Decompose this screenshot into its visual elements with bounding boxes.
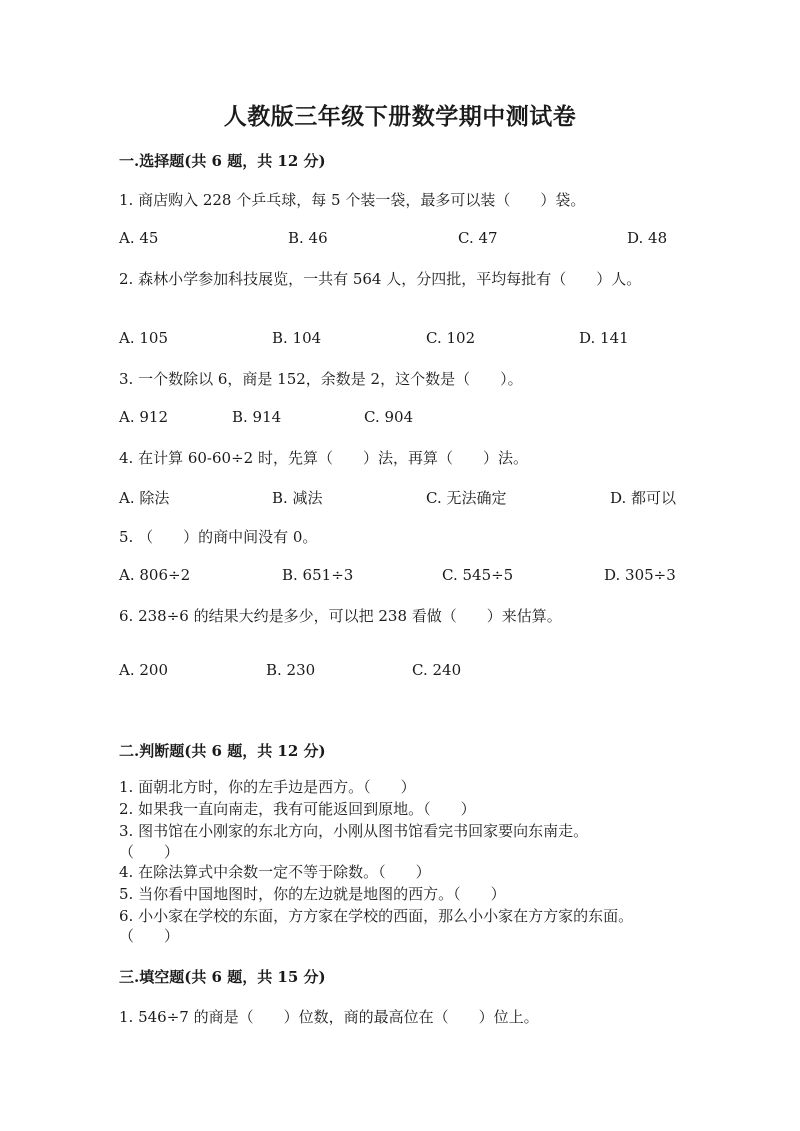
option-d: D. 都可以 — [610, 489, 677, 507]
page-title: 人教版三年级下册数学期中测试卷 — [223, 103, 577, 130]
tf-line: （ ） — [119, 927, 180, 945]
option-b: B. 减法 — [272, 489, 323, 507]
option-b: B. 914 — [232, 408, 282, 426]
tf-line: 5. 当你看中国地图时，你的左边就是地图的西方。（ ） — [119, 885, 506, 903]
tf-line: （ ） — [119, 843, 180, 861]
option-a: A. 45 — [119, 229, 159, 247]
section-heading-true-false: 二.判断题(共 6 题，共 12 分) — [119, 742, 326, 760]
option-a: A. 200 — [119, 661, 168, 679]
question-text: 1. 商店购入 228 个乒乓球，每 5 个装一袋，最多可以装（ ）袋。 — [119, 191, 586, 209]
option-b: B. 651÷3 — [282, 566, 354, 584]
option-c: C. 102 — [426, 329, 476, 347]
option-b: B. 230 — [266, 661, 316, 679]
question-text: 2. 森林小学参加科技展览，一共有 564 人，分四批，平均每批有（ ）人。 — [119, 270, 642, 288]
option-b: B. 104 — [272, 329, 322, 347]
option-c: C. 240 — [412, 661, 462, 679]
option-d: D. 141 — [579, 329, 629, 347]
option-c: C. 47 — [458, 229, 498, 247]
question-text: 5. （ ）的商中间没有 0。 — [119, 528, 318, 546]
option-c: C. 545÷5 — [442, 566, 514, 584]
tf-line: 2. 如果我一直向南走，我有可能返回到原地。（ ） — [119, 800, 476, 818]
tf-line: 4. 在除法算式中余数一定不等于除数。（ ） — [119, 863, 431, 881]
question-text: 3. 一个数除以 6，商是 152，余数是 2，这个数是（ ）。 — [119, 370, 523, 388]
option-b: B. 46 — [288, 229, 328, 247]
option-d: D. 305÷3 — [604, 566, 676, 584]
option-c: C. 无法确定 — [426, 489, 507, 507]
tf-line: 6. 小小家在学校的东面，方方家在学校的西面，那么小小家在方方家的东面。 — [119, 907, 634, 925]
option-a: A. 806÷2 — [119, 566, 191, 584]
section-heading-choice: 一.选择题(共 6 题，共 12 分) — [119, 152, 326, 170]
option-a: A. 除法 — [119, 489, 170, 507]
option-d: D. 48 — [627, 229, 668, 247]
option-a: A. 912 — [119, 408, 168, 426]
question-text: 6. 238÷6 的结果大约是多少，可以把 238 看做（ ）来估算。 — [119, 607, 562, 625]
question-text: 1. 546÷7 的商是（ ）位数，商的最高位在（ ）位上。 — [119, 1008, 539, 1026]
question-text: 4. 在计算 60-60÷2 时，先算（ ）法，再算（ ）法。 — [119, 449, 528, 467]
section-heading-fill-blank: 三.填空题(共 6 题，共 15 分) — [119, 968, 326, 986]
option-c: C. 904 — [364, 408, 414, 426]
option-a: A. 105 — [119, 329, 168, 347]
tf-line: 1. 面朝北方时，你的左手边是西方。（ ） — [119, 778, 416, 796]
tf-line: 3. 图书馆在小刚家的东北方向，小刚从图书馆看完书回家要向东南走。 — [119, 822, 589, 840]
